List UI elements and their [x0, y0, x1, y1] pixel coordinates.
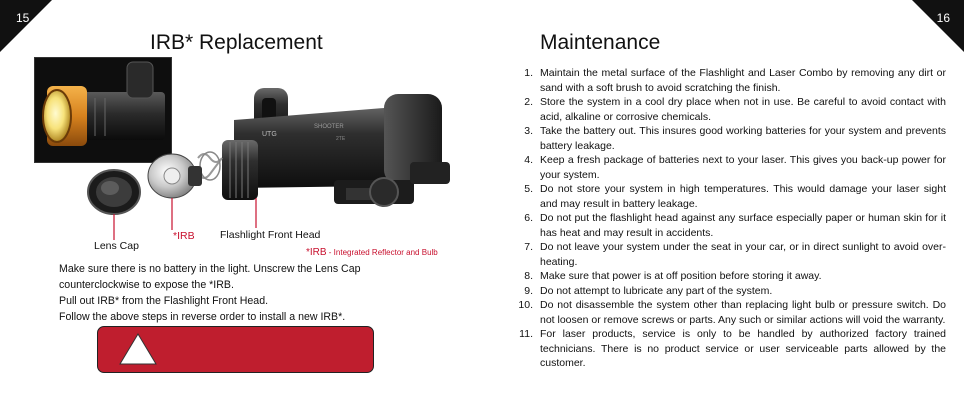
list-item — [506, 182, 946, 211]
label-lens-cap: Lens Cap — [94, 240, 139, 252]
irb-footnote — [306, 247, 438, 258]
laser-module-body — [234, 88, 450, 206]
list-item-text: Make sure that power is at off position before storing it away. — [540, 270, 822, 282]
list-item-text: Do not leave your system under the seat in your car, or in direct sunlight to avoid over-heating. — [540, 241, 946, 268]
right-page — [482, 0, 964, 400]
flashlight-front-head-part — [222, 140, 258, 200]
list-item-text: Take the battery out. This insures good working batteries for your system and prevents battery leakage. — [540, 125, 946, 152]
list-item — [506, 298, 946, 327]
instruction-line: Follow the above steps in reverse order to install a new IRB*. — [59, 311, 346, 323]
page-corner-left — [0, 0, 52, 52]
irb-footnote-text: - Integrated Reflector and Bulb — [326, 248, 438, 257]
page-corner-right — [912, 0, 964, 52]
instruction-line: Make sure there is no battery in the light. Unscrew the Lens Cap — [59, 263, 361, 275]
instruction-line: counterclockwise to expose the *IRB. — [59, 279, 234, 291]
list-item-number: 1. — [524, 67, 533, 79]
list-item-number: 5. — [524, 183, 533, 195]
page-number-left: 15 — [16, 11, 30, 25]
list-item — [506, 66, 946, 95]
list-item — [506, 153, 946, 182]
page-title-irb: IRB* Replacement — [150, 31, 323, 54]
list-item-number: 11. — [519, 328, 533, 340]
list-item-text: Maintain the metal surface of the Flashlight and Laser Combo by removing any dirt or sand with a soft brush to avoid scratching the finish. — [540, 67, 946, 94]
warning-bar — [97, 326, 374, 373]
list-item — [506, 327, 946, 371]
list-item-number: 6. — [524, 212, 533, 224]
list-item — [506, 124, 946, 153]
lens-cap-part — [88, 170, 140, 214]
list-item-number: 10. — [518, 299, 533, 311]
list-item-text: Store the system in a cool dry place when not in use. Be careful to avoid contact with acid, alkaline or corrosive chemicals. — [540, 96, 946, 123]
list-item-number: 3. — [524, 125, 533, 137]
list-item-number: 9. — [524, 284, 533, 297]
laser-code-marking: 2TE — [336, 136, 346, 142]
instruction-line: Pull out IRB* from the Flashlight Front Head. — [59, 295, 269, 307]
list-item-text: Do not attempt to lubricate any part of the system. — [540, 284, 773, 297]
list-item — [506, 284, 946, 299]
list-item-number: 2. — [524, 96, 533, 108]
list-item-text: Keep a fresh package of batteries next to your laser. This gives you back-up power for your system. — [540, 154, 946, 181]
list-item-number: 7. — [524, 241, 533, 253]
list-item-text: Do not store your system in high temperatures. This would damage your laser sight and may result in battery leakage. — [540, 183, 946, 210]
laser-model-badge: SHOOTER — [314, 124, 344, 130]
list-item-number: 4. — [524, 154, 533, 166]
list-item — [506, 269, 946, 284]
irb-instructions — [59, 261, 469, 325]
laser-brand-marking: UTG — [262, 131, 277, 138]
page-title-maintenance: Maintenance — [540, 31, 661, 54]
warning-triangle-icon — [118, 332, 158, 366]
list-item-text: Do not put the flashlight head against any surface especially paper or human skin for it has heat and may result in accidents. — [540, 212, 946, 239]
irb-footnote-marker: *IRB — [306, 247, 327, 258]
label-flashlight-front-head: Flashlight Front Head — [220, 229, 321, 241]
list-item-number: 8. — [524, 270, 533, 282]
list-item-text: Do not disassemble the system other than replacing light bulb or pressure switch. Do not loosen or remove screws or parts. Any such or similar actions will void the warranty. — [540, 299, 946, 326]
list-item — [506, 211, 946, 240]
maintenance-list — [506, 66, 946, 371]
label-irb: *IRB — [173, 230, 195, 242]
page-number-right: 16 — [936, 11, 950, 25]
list-item — [506, 240, 946, 269]
irb-reflector-bulb-part — [148, 154, 202, 198]
list-item-text: For laser products, service is only to be handled by authorized factory trained technicians. There is no product service or user serviceable parts allowed by the customer. — [540, 328, 946, 369]
list-item — [506, 95, 946, 124]
